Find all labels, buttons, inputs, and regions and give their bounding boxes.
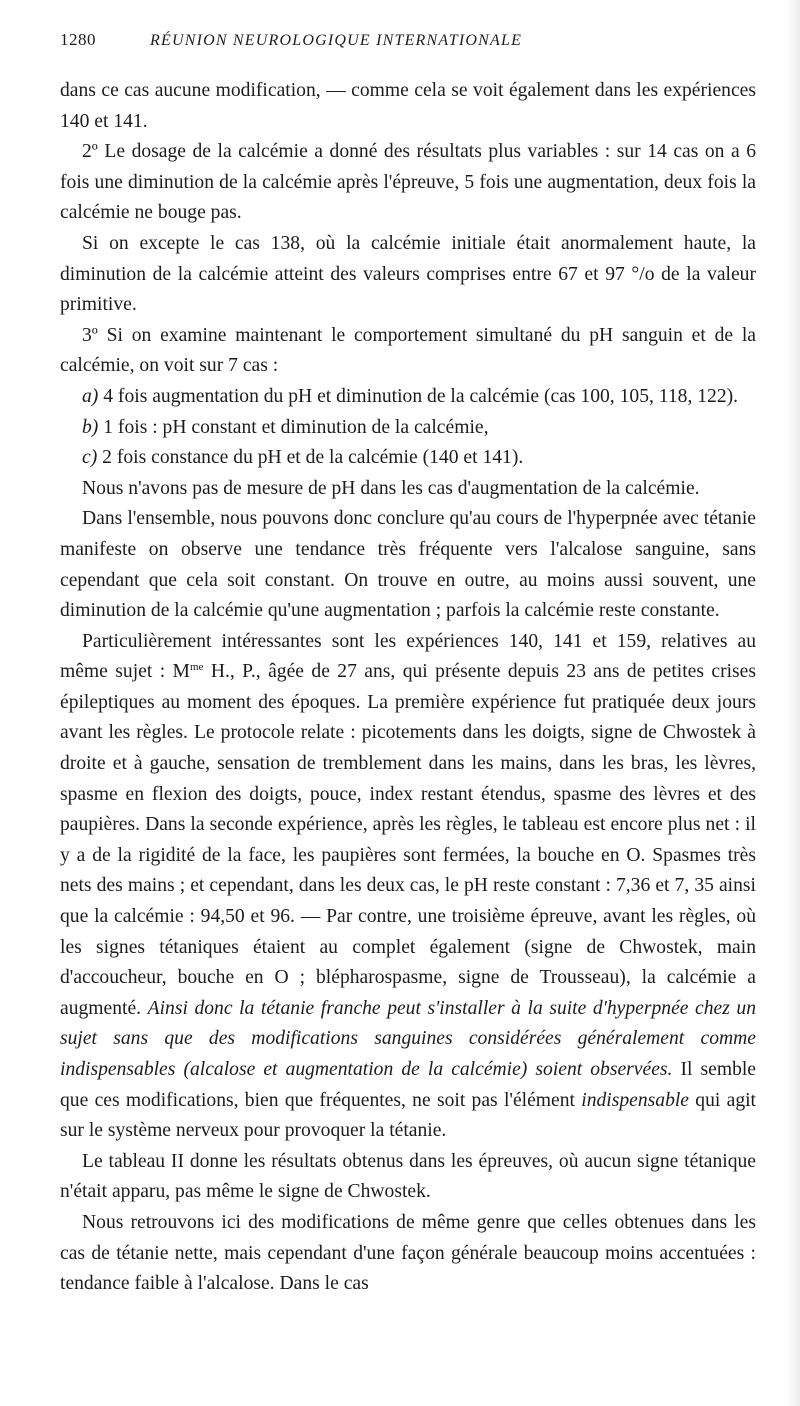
list-item xyxy=(60,413,756,444)
list-marker: c) xyxy=(82,447,98,469)
list-item xyxy=(60,443,756,474)
page-spine-shadow xyxy=(786,0,800,1406)
superscript: me xyxy=(189,661,204,674)
list-item-text: 2 fois constance du pH et de la calcémie (140 et 141). xyxy=(102,447,524,469)
list-marker: b) xyxy=(82,416,99,438)
paragraph: Si on excepte le cas 138, où la calcémie initiale était anormalement haute, la diminution de la calcémie atteint des valeurs comprises entre 67 et 97 °/o de la valeur primitive. xyxy=(60,232,756,316)
paragraph: Le tableau II donne les résultats obtenus dans les épreuves, où aucun signe tétanique n'était apparu, pas même le signe de Chwostek. xyxy=(60,1150,756,1203)
paragraph: Nous retrouvons ici des modifications de même genre que celles obtenues dans les cas de tétanie nette, mais cependant d'une façon générale beaucoup moins accentuées : tendance faible à l'alcalose. Dans le cas xyxy=(60,1211,756,1295)
running-header xyxy=(60,30,756,50)
paragraph: 3º Si on examine maintenant le comportement simultané du pH sanguin et de la calcémie, on voit sur 7 cas : xyxy=(60,324,756,377)
page-number: 1280 xyxy=(60,30,96,49)
paragraph: Dans l'ensemble, nous pouvons donc conclure qu'au cours de l'hyperpnée avec tétanie manifeste on observe une tendance très fréquente vers l'alcalose sanguine, sans cependant que cela soit constant. On trouve en outre, au moins aussi souvent, une diminution de la calcémie qu'une augmentation ; parfois la calcémie reste constante. xyxy=(60,508,756,622)
paragraph-text: qui agit sur le système nerveux pour provoquer la tétanie. xyxy=(60,1089,757,1142)
list-marker: a) xyxy=(82,385,99,407)
paragraph: dans ce cas aucune modification, — comme cela se voit également dans les expériences 140 et 141. xyxy=(60,80,756,132)
paragraph xyxy=(60,627,756,1147)
italic-conclusion: Ainsi donc la tétanie franche peut s'installer à la suite d'hyperpnée chez un sujet sans que des modifications sanguines considérées généralement comme indispensables (alcalose et augmentation de la calcémie) soient observées. xyxy=(60,997,756,1080)
list-item-text: 4 fois augmentation du pH et diminution de la calcémie (cas 100, 105, 118, 122). xyxy=(103,385,739,407)
italic-emphasis: indispensable xyxy=(581,1089,690,1111)
list-item xyxy=(60,382,756,413)
running-title: RÉUNION NEUROLOGIQUE INTERNATIONALE xyxy=(150,32,523,49)
paragraph-text: Particulièrement intéressantes sont les expériences 140, 141 et 159, relatives au même sujet : M xyxy=(60,630,756,683)
paragraph-text: Il semble que ces modifications, bien que fréquentes, ne soit pas l'élément xyxy=(60,1059,757,1111)
paragraph-text: H., P., âgée de 27 ans, qui présente depuis 23 ans de petites crises épileptiques au moment des époques. La première expérience fut pratiquée deux jours avant les règles. Le protocole relate : picotements dans les doigts, signe de Chwostek à droite et à gauche, sensation de tremblement dans les mains, dans les bras, les lèvres, spasme en flexion des doigts, pouce, index restant étendus, spasme des lèvres et des paupières. Dans la seconde expérience, après les règles, le tableau est encore plus net : il y a de la rigidité de la face, les paupières sont fermées, la bouche en O. Spasmes très nets des mains ; et cependant, dans les deux cas, le pH reste constant : 7,36 et 7, 35 ainsi que la calcémie : 94,50 et 96. — Par contre, une troisième épreuve, avant les règles, où les signes tétaniques étaient au complet également (signe de Chwostek, main d'accoucheur, bouche en O ; blépharospasme, signe de Trousseau), la calcémie a augmenté. xyxy=(60,661,756,1019)
body-text xyxy=(60,76,756,1300)
paragraph: Nous n'avons pas de mesure de pH dans les cas d'augmentation de la calcémie. xyxy=(82,477,700,499)
paragraph: 2º Le dosage de la calcémie a donné des résultats plus variables : sur 14 cas on a 6 fois une diminution de la calcémie après l'épreuve, 5 fois une augmentation, deux fois la calcémie ne bouge pas. xyxy=(60,141,756,224)
list-item-text: 1 fois : pH constant et diminution de la calcémie, xyxy=(103,416,489,438)
